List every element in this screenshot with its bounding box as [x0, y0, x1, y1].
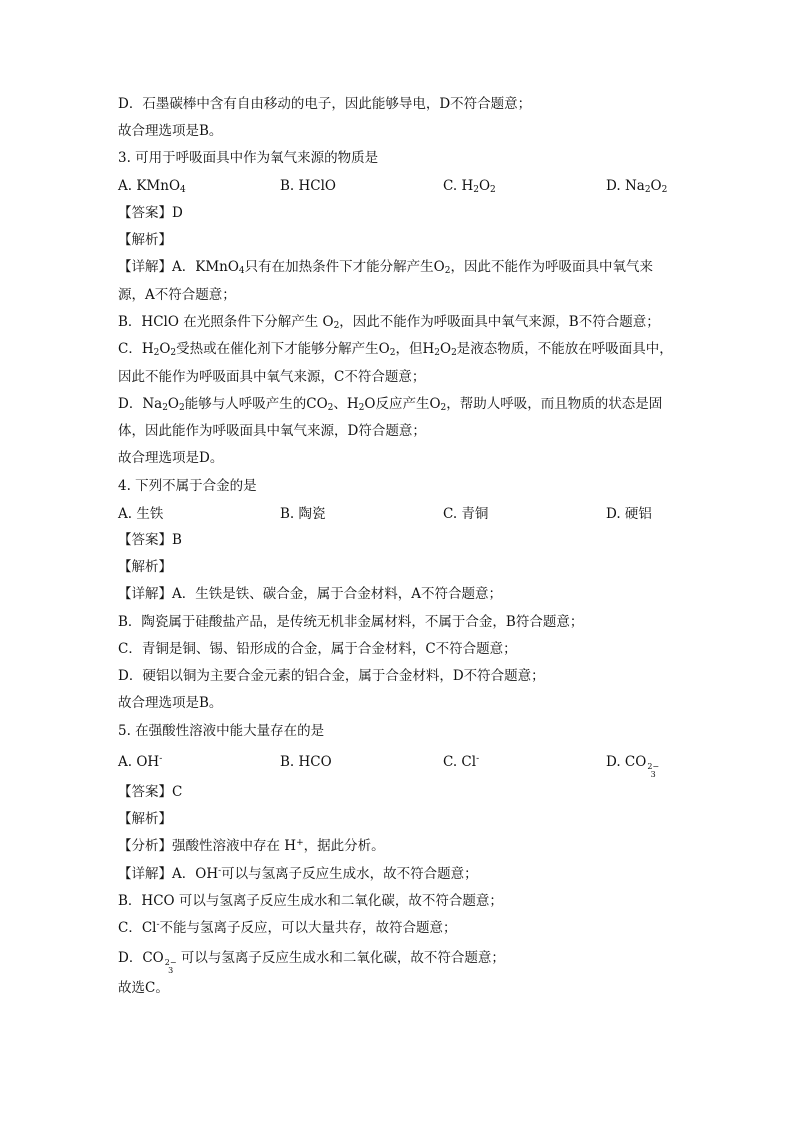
q5-detail-b: B．HCO 可以与氢离子反应生成水和二氧化碳，故不符合题意； — [118, 893, 503, 909]
q3-detail-d-line1: D．$Na_2O_2$能够与人呼吸产生的$CO_2$、$H_2O$反应产生$O_2$，帮助人呼吸，而且物质的状态是固 — [118, 396, 663, 413]
q4-answer: 【答案】B — [118, 532, 182, 548]
q2-option-d-explanation: D．石墨碳棒中含有自由移动的电子，因此能够导电，D不符合题意； — [118, 96, 532, 112]
q2-conclusion: 故合理选项是B。 — [118, 123, 223, 139]
q4-detail-c: C．青铜是铜、锡、铅形成的合金，属于合金材料，C不符合题意； — [118, 641, 517, 657]
q5-detail-a: 【详解】A．OH-可以与氢离子反应生成水，故不符合题意； — [118, 866, 478, 882]
q5-option-a: A. OH- — [118, 754, 163, 770]
q3-options — [118, 176, 676, 196]
q4-stem: 4. 下列不属于合金的是 — [118, 478, 257, 494]
q5-stem: 5. 在强酸性溶液中能大量存在的是 — [118, 723, 325, 739]
q5-analysis-heading: 【解析】 — [118, 811, 172, 827]
q3-conclusion: 故合理选项是D。 — [118, 450, 224, 466]
q4-options — [118, 504, 676, 524]
q4-option-d: D. 硬铝 — [606, 506, 652, 522]
q4-detail-d: D．硬铝以铜为主要合金元素的铝合金，属于合金材料，D不符合题意； — [118, 668, 545, 684]
q5-detail-d: D．CO 2− 3 可以与氢离子反应生成水和二氧化碳，故不符合题意； — [118, 950, 505, 975]
q3-detail-a-line2: 源，A不符合题意； — [118, 287, 236, 303]
q4-option-b: B. 陶瓷 — [280, 506, 326, 522]
q3-detail-a-line1: 【详解】A．KMnO$_4$只有在加热条件下才能分解产生$O_2$，因此不能作为呼吸面具中氧气来 — [118, 259, 653, 276]
q3-stem: 3. 可用于呼吸面具中作为氧气来源的物质是 — [118, 150, 379, 166]
q3-detail-b: B．HClO 在光照条件下分解产生 $O_2$，因此不能作为呼吸面具中氧气来源，B不符合题意； — [118, 314, 660, 331]
q5-option-d: D. CO 2− 3 — [606, 754, 660, 779]
q5-fenxi: 【分析】强酸性溶液中存在 H+，据此分析。 — [118, 838, 385, 854]
q3-detail-c-line1: C．$H_2O_2$受热或在催化剂下才能够分解产生$O_2$，但$H_2O_2$是液态物质，不能放在呼吸面具中， — [118, 341, 673, 358]
q4-detail-a: 【详解】A．生铁是铁、碳合金，属于合金材料，A不符合题意； — [118, 586, 502, 602]
q3-answer: 【答案】D — [118, 205, 183, 221]
q5-option-b: B. HCO — [280, 754, 332, 770]
q3-analysis-heading: 【解析】 — [118, 232, 172, 248]
q4-detail-b: B．陶瓷属于硅酸盐产品，是传统无机非金属材料，不属于合金，B符合题意； — [118, 614, 584, 630]
q5-answer: 【答案】C — [118, 784, 183, 800]
q5-options — [118, 752, 676, 779]
q4-option-a: A. 生铁 — [118, 506, 164, 522]
q5-option-c: C. Cl- — [443, 754, 480, 770]
q5-detail-c: C．Cl-不能与氢离子反应，可以大量共存，故符合题意； — [118, 920, 457, 936]
q4-analysis-heading: 【解析】 — [118, 559, 172, 575]
q3-detail-d-line2: 体，因此能作为呼吸面具中氧气来源，D符合题意； — [118, 423, 426, 439]
q3-detail-c-line2: 因此不能作为呼吸面具中氧气来源，C不符合题意； — [118, 369, 426, 385]
q3-option-d: D. $Na_2O_2$ — [606, 178, 668, 195]
q4-conclusion: 故合理选项是B。 — [118, 695, 223, 711]
q4-option-c: C. 青铜 — [443, 506, 489, 522]
q5-conclusion: 故选C。 — [118, 980, 169, 996]
q3-option-a: A. KMnO$_4$ — [118, 178, 186, 195]
q3-option-c: C. $H_2O_2$ — [443, 178, 496, 195]
q3-option-b: B. HClO — [280, 178, 336, 194]
